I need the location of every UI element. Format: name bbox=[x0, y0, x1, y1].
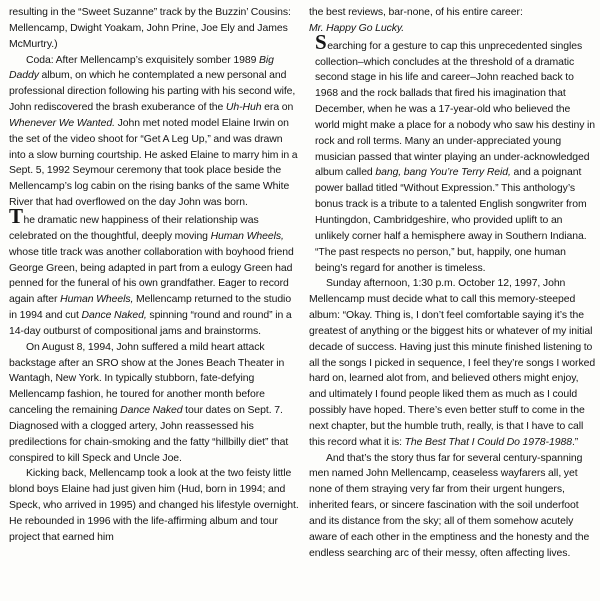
paragraph-text: And that’s the story thus far for several century-spanning men named John Mellencamp, ceaseless wayfarers all, yet none of them straying very far from their urgent hungers, inherited fears, or sincere fascination with the soil underfoot and its distance from the sky; all of them somehow acutely aware of each other in the emptiness and the honesty and the endless searching arc of their messy, often affecting lives. bbox=[309, 452, 590, 559]
paragraph-thats-the-story bbox=[309, 451, 597, 562]
paragraph-text: Mellencamp returned to the studio in 1994 and cut bbox=[9, 294, 292, 322]
paragraph-text: resulting in the “Sweet Suzanne” track by the Buzzin’ Cousins: Mellencamp, Dwight Yoakam, John Prine, Joe Ely and James McMurtry.) bbox=[9, 7, 291, 50]
drop-cap: S bbox=[315, 29, 328, 54]
paragraph-text: Sunday afternoon, 1:30 p.m. October 12, 1997, John Mellencamp must decide what to call this memory-steeped album: “Okay. Thing is, I don’t feel comfortable saying it’s the greatest of anything or the biggest hits or whatever of my initial decade of success. Having just this minute finished listening to all the songs I picked in sequence, I feel they’re songs I worked hard on, learned alot from, and believed others might enjoy, and ultimately I found people liked them as much as I could possibly have hoped. There’s even better stuff to come in the next chapter, but the humble truth, really, is that I have to call this record what it is: bbox=[309, 278, 596, 448]
right-column bbox=[309, 5, 597, 562]
paragraph-text: John met noted model Elaine Irwin on the set of the video shoot for “Get A Leg Up,” and was drawn into a slow burning courtship. He asked Elaine to marry him in a Sept. 5, 1992 Seymour ceremony that took place beside the Mellencamp’s log cabin on the rising banks of the same White River that had overflowed on the day John was born. bbox=[9, 117, 298, 209]
paragraph-searching bbox=[309, 29, 597, 277]
paragraph-best-reviews bbox=[309, 5, 597, 37]
album-title: Human Wheels, bbox=[210, 230, 284, 242]
paragraph-sunday-afternoon bbox=[309, 276, 597, 450]
paragraph-text: and a poignant power ballad titled “Without Expression.” This anthology’s bonus track is a tribute to a talented English songwriter from Huntingdon, Cambridgeshire, who provided uplift to an unlikely corner half a hemisphere away in Southern Indiana. “The past respects no person,” but, happily, one human being’s regard for another is timeless. bbox=[315, 167, 587, 274]
paragraph-coda bbox=[9, 53, 299, 211]
paragraph-human-wheels bbox=[9, 203, 299, 340]
paragraph-text: Kicking back, Mellencamp took a look at the two feisty little blond boys Elaine had just given him (Hud, born in 1994; and Speck, who arrived in 1995) and changed his lifestyle overnight. He rebounded in 1996 with the life-affirming album and tour project that earned him bbox=[9, 468, 299, 543]
album-title: Dance Naked, bbox=[81, 310, 147, 322]
paragraph-text: Coda: After Mellencamp’s exquisitely somber 1989 bbox=[26, 54, 259, 66]
album-title: Mr. Happy Go Lucky. bbox=[309, 22, 405, 34]
album-title: Big Daddy bbox=[9, 54, 274, 82]
paragraph-text: the best reviews, bar-none, of his entire career: bbox=[309, 7, 523, 18]
album-title: Whenever We Wanted. bbox=[9, 117, 115, 129]
paragraph-text: album, on which he contemplated a new personal and professional direction following his parting with his second wife, John rediscovered the brash exuberance of the bbox=[9, 70, 296, 114]
paragraph-buzzin-cousins bbox=[9, 5, 299, 53]
album-title: Human Wheels, bbox=[60, 294, 134, 306]
paragraph-text: .” bbox=[571, 436, 579, 448]
drop-cap: T bbox=[9, 203, 24, 228]
album-title: bang, bang You’re Terry Reid, bbox=[375, 167, 511, 179]
paragraph-text: earching for a gesture to cap this unprecedented singles collection–which concludes at the threshold of a dramatic second stage in his life and career–John reached back to 1968 and the rock ballads that fired his imagination that December, when he was a 17-year-old who believed the world might make a place for a nobody who saw his destiny in rock and roll terms. Many an under-appreciated young musician passed that winter playing an under-acknowledged album called bbox=[315, 40, 596, 179]
paragraph-text: he dramatic new happiness of their relationship was celebrated on the thoughtful, deeply moving bbox=[9, 214, 259, 242]
album-title: The Best That I Could Do 1978-1988 bbox=[404, 436, 572, 448]
paragraph-text: spinning “round and round” in a 14-day outburst of compositional jams and brainstorms. bbox=[9, 310, 292, 337]
paragraph-text: On August 8, 1994, John suffered a mild heart attack backstage after an SRO show at the Jones Beach Theater in Wantagh, New York. In typically stubborn, fate-defying Mellencamp fashion, he toured for another month before canceling the remaining bbox=[9, 341, 285, 417]
left-column bbox=[9, 5, 299, 546]
paragraph-kicking-back bbox=[9, 466, 299, 545]
album-title: Uh-Huh bbox=[225, 102, 262, 114]
album-title: Dance Naked bbox=[120, 405, 183, 417]
paragraph-text: tour dates on Sept. 7. Diagnosed with a clogged artery, John reassessed his predilections for chain-smoking and the fatty “hillbilly diet” that conspired to kill Speck and Uncle Joe. bbox=[9, 405, 289, 464]
paragraph-heart-attack bbox=[9, 340, 299, 467]
paragraph-text: whose title track was another collaboration with boyhood friend George Green, being adapted in part from a eulogy Green had penned for the funeral of his own grandfather. Eager to record again after bbox=[9, 246, 294, 306]
paragraph-text: era on bbox=[261, 102, 294, 114]
